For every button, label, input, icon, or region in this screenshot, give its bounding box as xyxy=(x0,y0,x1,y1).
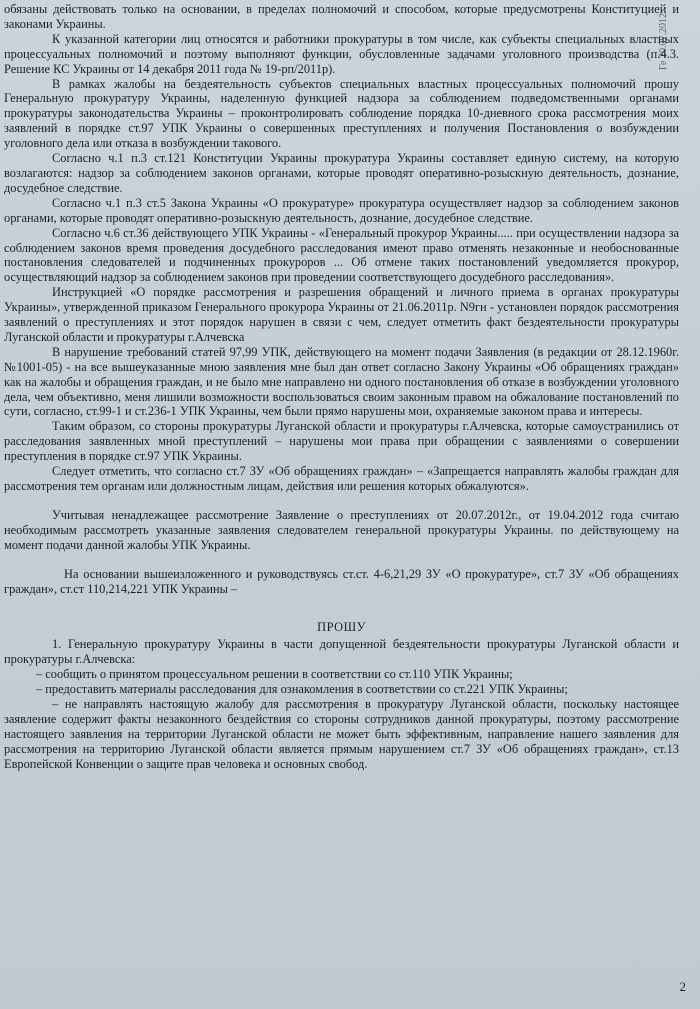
document-body xyxy=(4,2,679,772)
paragraph: Следует отметить, что согласно ст.7 ЗУ «Об обращениях граждан» – «Запрещается направлять жалобы граждан для рассмотрения тем органам или должностным лицам, действия или решения которых обжалуются». xyxy=(4,464,679,493)
spacer xyxy=(4,553,679,567)
paragraph: Инструкцией «О порядке рассмотрения и разрешения обращений и личного приема в органах прокуратуры Украины», утвержденной приказом Генерального прокурора Украины от 21.06.2011р. N9гн - установлен порядок рассмотрения заявлений о преступлениях и этот порядок нарушен в связи с чем, следует отметить факт бездеятельности прокуратуры Луганской области и прокуратуры г.Алчевска xyxy=(4,285,679,344)
section-heading: ПРОШУ xyxy=(317,620,366,635)
paragraph: Таким образом, со стороны прокуратуры Луганской области и прокуратуры г.Алчевска, которые самоустранились от расследования заявленных мной преступлений – нарушены мои права при обращении с заявлениями о совершении преступления в порядке ст.97 УПК Украины. xyxy=(4,419,679,464)
paragraph: К указанной категории лиц относятся и работники прокуратуры в том числе, как субъекты специальных властных процессуальных полномочий и поэтому выполняют функции, обусловленные задачами уголовного производства (п.4.3. Решение КС Украины от 14 декабря 2011 года № 19-рп/2011р). xyxy=(4,31,679,76)
spacer xyxy=(4,494,679,508)
paragraph: На основании вышеизложенного и руководствуясь ст.ст. 4-6,21,29 ЗУ «О прокуратуре», ст.7 ЗУ «Об обращениях граждан», ст.ст 110,214,221 УПК Украины – xyxy=(4,566,679,596)
paragraph: В нарушение требований статей 97,99 УПК, действующего на момент подачи Заявления (в редакции от 28.12.1960г. №1001-05) - на все вышеуказанные мною заявления мне был дан ответ согласно Закону Украины «Об обращениях граждан» как на жалобы и обращения граждан, и не было мне направлено ни одного постановления об отказе в возбуждении уголовного дела, чем объективно, меня лишили возможности воспользоваться своим законным правом на обжалование постановлений по сути, согласно, ст.99-1 и ст.236-1 УПК Украины, чем были прямо нарушены мои, охраняемые законом права и интересы. xyxy=(4,344,679,419)
request-item: – предоставить материалы расследования для ознакомления в соответствии со ст.221 УПК Украины; xyxy=(36,682,568,697)
paragraph: Согласно ч.1 п.3 ст.5 Закона Украины «О прокуратуре» прокуратура осуществляет надзор за соблюдением законов органами, которые проводят оперативно-розыскную деятельность, дознание, досудебное следствие. xyxy=(4,195,679,225)
spacer xyxy=(4,596,679,610)
paragraph: В рамках жалобы на бездеятельность субъектов специальных властных процессуальных полномочий прошу Генеральную прокуратуру Украины, наделенную функцией надзора за соблюдением подведомственными органами прокуратуры законодательства Украины – проконтролировать соблюдение порядка 10-дневного срока рассмотрения моих заявлений в порядке ст.97 УПК Украины о совершенных преступлениях и получения Постановления о возбуждении уголовного дела или отказа в возбуждении такового. xyxy=(4,76,679,151)
paragraph: обязаны действовать только на основании, в пределах полномочий и способом, которые предусмотрены Конституцией и законами Украины. xyxy=(4,2,679,31)
request-item: – не направлять настоящую жалобу для рассмотрения в прокуратуру Луганской области, поскольку настоящее заявление содержит факты незаконного бездействия со стороны сотрудников данной прокуратуры, поэтому рассмотрение настоящего заявления на территории Луганской области не может быть эффективным, направление нашего заявления для рассмотрения на территорию Луганской области является прямым нарушением ст.7 ЗУ «Об обращениях граждан», ст.13 Европейской Конвенции о защите прав человека и основных свобод. xyxy=(4,696,679,771)
registration-stamp: Ге 20.07.2012 xyxy=(658,13,669,70)
paragraph: Согласно ч.1 п.3 ст.121 Конституции Украины прокуратура Украины составляет единую систему, на которую возлагаются: надзор за соблюдением законов органами, которые проводят оперативно-розыскную деятельность, дознание, досудебное следствие. xyxy=(4,151,679,195)
paragraph: Согласно ч.6 ст.36 действующего УПК Украины - «Генеральный прокурор Украины..... при осуществлении надзора за соблюдением законов время проведения досудебного расследования имеют право отменять незаконные и необоснованные постановления следователей и подчиненных прокуроров ... Об отмене таких постановлений уведомляется прокурор, осуществляющий надзор за соблюдением законов при проведении соответствующего досудебного расследования». xyxy=(4,225,679,285)
page-number: 2 xyxy=(679,979,686,994)
paragraph: Учитывая ненадлежащее рассмотрение Заявление о преступлениях от 20.07.2012г., от 19.04.2012 года считаю необходимым рассмотреть указанные заявления следователем генеральной прокуратуры Украины. по действующему на момент подачи данной жалобы УПК Украины. xyxy=(4,507,679,552)
request-item: – сообщить о принятом процессуальном решении в соответствии со ст.110 УПК Украины; xyxy=(36,667,513,682)
request-intro: 1. Генеральную прокуратуру Украины в части допущенной бездеятельности прокуратуры Луганской области и прокуратуры г.Алчевска: xyxy=(4,637,679,667)
